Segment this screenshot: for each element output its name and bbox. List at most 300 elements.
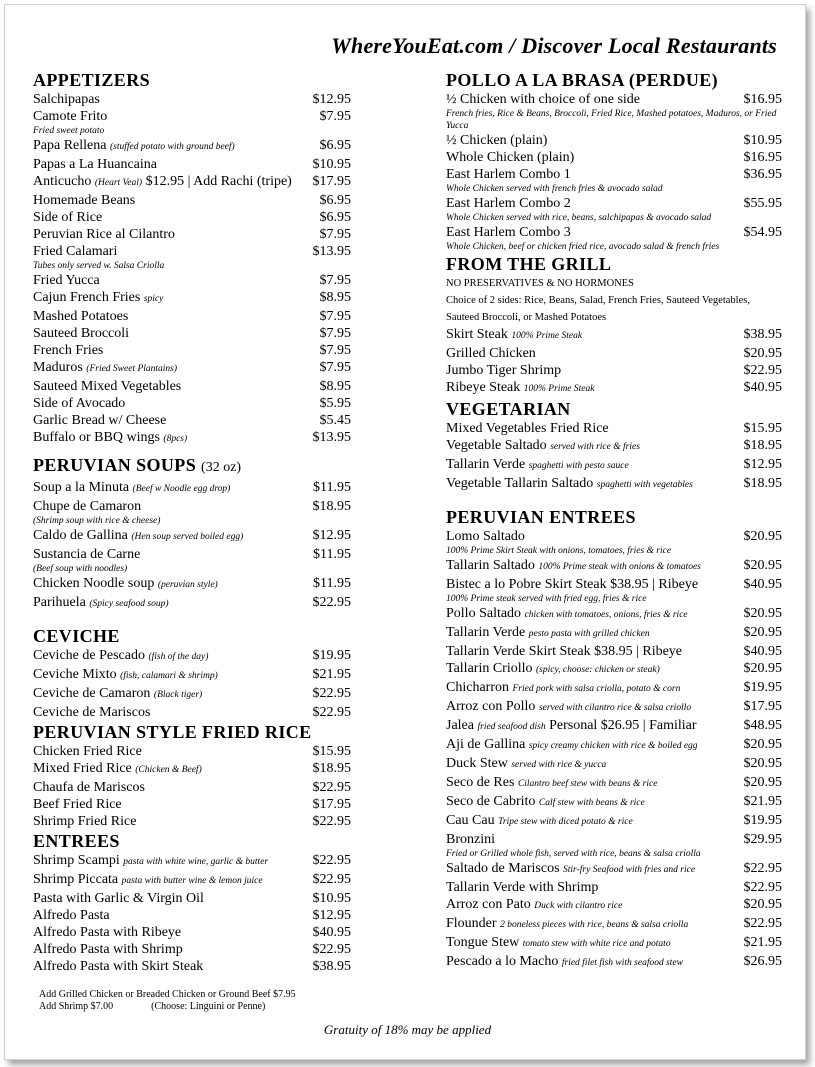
menu-item-price: $12.95 — [312, 92, 351, 107]
menu-item-price: $20.95 — [743, 661, 782, 676]
menu-item-price: $10.95 — [743, 133, 782, 148]
menu-item-name: Cau Cau — [446, 813, 495, 828]
menu-item-price: $5.95 — [319, 396, 351, 411]
menu-item-name: Sustancia de Carne — [33, 547, 141, 562]
menu-item-name: ½ Chicken (plain) — [446, 133, 548, 148]
menu-item-price: $7.95 — [319, 326, 351, 341]
item-list — [33, 852, 351, 975]
menu-item-price: $40.95 — [743, 380, 782, 395]
menu-item-options: Skirt Steak $38.95 | Ribeye — [528, 644, 683, 659]
menu-item-row — [33, 546, 351, 563]
menu-item-name-group — [33, 575, 218, 594]
menu-item-description: fried seafood dish — [477, 722, 546, 732]
menu-item-description: (Spicy seafood soup) — [89, 599, 169, 609]
menu-item-row — [446, 643, 782, 660]
menu-item-name-group — [446, 660, 660, 679]
site-brand-header: WhereYouEat.com / Discover Local Restaurants — [331, 33, 777, 58]
menu-item-row — [33, 890, 351, 907]
menu-item-name-group — [33, 243, 117, 260]
menu-item-price: $22.95 — [312, 814, 351, 829]
menu-item-price: $40.95 — [743, 644, 782, 659]
menu-item-description: served with cilantro rice & salsa criollo — [538, 703, 692, 713]
menu-item-name: Soup a la Minuta — [33, 480, 130, 495]
menu-item-name-group — [446, 166, 571, 183]
menu-item-description: chicken with tomatoes, onions, fries & rice — [524, 610, 688, 620]
menu-item-name: Bronzini — [446, 832, 495, 847]
menu-item-name-group — [33, 498, 141, 515]
menu-item-name: Flounder — [446, 916, 497, 931]
menu-item-price: $22.95 — [312, 686, 351, 701]
menu-item-row — [33, 243, 351, 260]
menu-item-price: $7.95 — [319, 227, 351, 242]
menu-item-price: $38.95 — [312, 959, 351, 974]
menu-item-name: Pasta with Garlic & Virgin Oil — [33, 891, 204, 906]
menu-item-subtext: French fries, Rice & Beans, Broccoli, Fried Rice, Mashed potatoes, Maduros, or Fried Yucca — [446, 109, 777, 131]
menu-item-row — [33, 575, 351, 594]
menu-item-price: $20.95 — [743, 558, 782, 573]
menu-item-description: (peruvian style) — [157, 580, 218, 590]
menu-item-row — [33, 594, 351, 613]
menu-item-name: East Harlem Combo 3 — [446, 225, 571, 240]
menu-item-name-group — [446, 624, 650, 643]
menu-item-name-group — [446, 934, 671, 953]
menu-item-row — [33, 108, 351, 125]
menu-item-name: Parihuela — [33, 595, 86, 610]
menu-item-row — [33, 342, 351, 359]
menu-item-description: pasta with white wine, garlic & butter — [123, 857, 269, 867]
menu-item-price: $7.95 — [319, 309, 351, 324]
menu-item-name-group — [33, 359, 177, 378]
menu-item-price: $19.95 — [743, 680, 782, 695]
menu-item-name-group — [446, 717, 697, 736]
menu-item-name: Tallarin Saltado — [446, 558, 535, 573]
menu-item-name: Bistec a lo Pobre — [446, 577, 542, 592]
menu-item-name-group — [33, 395, 125, 412]
menu-item-row — [33, 871, 351, 890]
menu-item-price: $22.95 — [743, 363, 782, 378]
menu-item-name-group — [33, 272, 100, 289]
menu-item-row — [33, 272, 351, 289]
section-from-the-grill — [446, 253, 782, 398]
item-list — [446, 91, 782, 253]
menu-item-name-group — [33, 594, 169, 613]
menu-item-description: pesto pasta with grilled chicken — [528, 629, 650, 639]
menu-item-row — [33, 308, 351, 325]
menu-item-price: $13.95 — [312, 244, 351, 259]
menu-item-description: (fish of the day) — [148, 652, 209, 662]
menu-item-name: Side of Rice — [33, 210, 103, 225]
menu-item-price: $17.95 — [312, 174, 351, 189]
add-shrimp-note: Add Shrimp $7.00 — [39, 1001, 114, 1012]
menu-item-row — [33, 91, 351, 108]
menu-item-price: $18.95 — [312, 761, 351, 776]
menu-item-name-group — [33, 479, 230, 498]
menu-item-row — [33, 395, 351, 412]
menu-item-name: Whole Chicken (plain) — [446, 150, 575, 165]
menu-item-price: $21.95 — [312, 667, 351, 682]
menu-item-name-group — [446, 576, 698, 593]
menu-item-name-group — [446, 896, 622, 915]
menu-item-price: $16.95 — [743, 92, 782, 107]
menu-item-row — [446, 149, 782, 166]
menu-item-name: Alfredo Pasta with Shrimp — [33, 942, 183, 957]
menu-item-price: $7.95 — [319, 343, 351, 358]
menu-item-name-group — [33, 412, 166, 429]
menu-item-description: spicy creamy chicken with rice & boiled egg — [528, 741, 698, 751]
menu-item-description: (Chicken & Beef) — [135, 765, 202, 775]
menu-item-name: Pescado a lo Macho — [446, 954, 559, 969]
menu-item-name: Seco de Cabrito — [446, 794, 536, 809]
menu-item-price: $19.95 — [312, 648, 351, 663]
menu-item-row — [446, 774, 782, 793]
menu-item-description: 100% Prime Steak — [523, 384, 595, 394]
add-ons-line: Add Grilled Chicken or Breaded Chicken or Ground Beef $7.95 — [39, 989, 296, 1000]
menu-item-row — [446, 831, 782, 848]
menu-item-description: (Hen soup served boiled egg) — [131, 532, 244, 542]
menu-item-row — [33, 289, 351, 308]
menu-item-name: Vegetable Tallarin Saltado — [446, 476, 594, 491]
menu-item-description: spaghetti with vegetables — [596, 480, 693, 490]
menu-item-price: $19.95 — [743, 813, 782, 828]
item-list — [446, 420, 782, 494]
menu-item-row — [446, 717, 782, 736]
section-title: CEVICHE — [33, 626, 120, 646]
menu-item-price: $40.95 — [743, 577, 782, 592]
menu-item-name-group — [33, 378, 181, 395]
menu-item-price: $40.95 — [312, 925, 351, 940]
menu-item-row — [446, 812, 782, 831]
menu-item-name: Salchipapas — [33, 92, 100, 107]
menu-item-name-group — [446, 224, 571, 241]
menu-item-row — [446, 896, 782, 915]
menu-item-row — [33, 156, 351, 173]
menu-item-name: Fried Calamari — [33, 244, 118, 259]
menu-item-price: $20.95 — [743, 775, 782, 790]
menu-right-column — [446, 69, 782, 972]
menu-item-name: Tallarin Verde — [446, 457, 526, 472]
menu-item-name-group — [33, 907, 110, 924]
section-title: FROM THE GRILL — [446, 254, 612, 274]
item-list — [33, 479, 351, 613]
section-appetizers — [33, 69, 351, 448]
menu-item-name-group — [446, 557, 701, 576]
section-note: Choice of 2 sides: Rice, Beans, Salad, French Fries, Sauteed Vegetables, Sauteed Broccoli, or Mashed Potatoes — [446, 295, 750, 323]
menu-item-price: $22.95 — [743, 916, 782, 931]
menu-item-name-group — [33, 666, 218, 685]
menu-item-name: Mashed Potatoes — [33, 309, 129, 324]
menu-item-name: Chicken Fried Rice — [33, 744, 142, 759]
menu-item-name-group — [33, 137, 235, 156]
menu-item-name: Side of Avocado — [33, 396, 126, 411]
menu-item-price: $21.95 — [743, 935, 782, 950]
menu-item-row — [33, 527, 351, 546]
menu-item-name-group — [446, 475, 693, 494]
menu-item-row — [446, 934, 782, 953]
menu-item-price: $17.95 — [312, 797, 351, 812]
menu-item-options: Personal $26.95 | Familiar — [549, 718, 697, 733]
menu-item-name: Tallarin Verde with Shrimp — [446, 880, 599, 895]
menu-item-options: Skirt Steak $38.95 | Ribeye — [544, 577, 699, 592]
menu-item-name-group — [446, 643, 682, 660]
menu-item-subtext: (Shrimp soup with rice & cheese) — [33, 516, 161, 526]
menu-item-name: Tallarin Criollo — [446, 661, 533, 676]
menu-item-name: Shrimp Piccata — [33, 872, 119, 887]
menu-item-name: Vegetable Saltado — [446, 438, 547, 453]
item-list — [446, 326, 782, 398]
menu-item-row — [33, 907, 351, 924]
menu-item-name-group — [446, 132, 547, 149]
section-title-text: PERUVIAN SOUPS — [33, 455, 197, 475]
menu-item-name-group — [33, 852, 268, 871]
section-title: VEGETARIAN — [446, 399, 571, 419]
menu-item-row — [446, 698, 782, 717]
menu-item-name: Mixed Vegetables Fried Rice — [446, 421, 609, 436]
menu-item-options: $12.95 | Add Rachi (tripe) — [145, 174, 292, 189]
section-title: POLLO A LA BRASA (PERDUE) — [446, 70, 719, 90]
menu-item-name: Alfredo Pasta — [33, 908, 110, 923]
menu-item-description: 2 boneless pieces with rice, beans & salsa criolla — [500, 920, 689, 930]
section-peruvian-entrees — [446, 506, 782, 972]
menu-item-name: Tallarin Verde — [446, 625, 526, 640]
menu-item-description: 100% Prime steak with onions & tomatoes — [538, 562, 701, 572]
menu-item-name: Anticucho — [33, 174, 92, 189]
menu-item-description: spaghetti with pesto sauce — [528, 461, 629, 471]
gratuity-note: Gratuity of 18% may be applied — [323, 1022, 492, 1037]
menu-item-subtext: 100% Prime steak served with fried egg, fries & rice — [446, 594, 647, 604]
menu-item-name: Beef Fried Rice — [33, 797, 122, 812]
section-note: NO PRESERVATIVES & NO HORMONES — [446, 278, 634, 289]
menu-item-description: (Fried Sweet Plantains) — [86, 364, 178, 374]
menu-item-name: Mixed Fried Rice — [33, 761, 132, 776]
menu-item-price: $11.95 — [313, 547, 351, 562]
menu-item-price: $21.95 — [743, 794, 782, 809]
menu-item-description: Tripe stew with diced potato & rice — [498, 817, 633, 827]
menu-item-price: $6.95 — [319, 193, 351, 208]
menu-item-price: $22.95 — [743, 861, 782, 876]
section-size-note: (32 oz) — [201, 460, 242, 475]
menu-item-name-group — [446, 195, 571, 212]
menu-item-description: (spicy, choose: chicken or steak) — [536, 665, 660, 675]
menu-item-price: $18.95 — [743, 476, 782, 491]
menu-item-name: ½ Chicken with choice of one side — [446, 92, 641, 107]
menu-item-row — [33, 209, 351, 226]
menu-item-name-group — [446, 793, 645, 812]
menu-item-row — [446, 437, 782, 456]
menu-item-price: $22.95 — [312, 780, 351, 795]
menu-item-name-group — [446, 362, 561, 379]
menu-item-name: Sauteed Broccoli — [33, 326, 130, 341]
menu-item-description: tomato stew with white rice and potato — [522, 939, 671, 949]
menu-item-row — [446, 605, 782, 624]
menu-item-name: Duck Stew — [446, 756, 508, 771]
menu-item-row — [33, 941, 351, 958]
menu-item-price: $8.95 — [319, 290, 351, 305]
menu-item-price: $22.95 — [312, 595, 351, 610]
menu-item-row — [33, 192, 351, 209]
menu-item-name: Shrimp Fried Rice — [33, 814, 137, 829]
item-list — [446, 528, 782, 972]
menu-item-price: $55.95 — [743, 196, 782, 211]
menu-item-name: Buffalo or BBQ wings — [33, 430, 160, 445]
menu-item-price: $26.95 — [743, 954, 782, 969]
menu-item-name-group — [33, 760, 202, 779]
item-list — [33, 743, 351, 830]
menu-item-price: $20.95 — [743, 529, 782, 544]
menu-item-name-group — [33, 108, 107, 125]
menu-item-name-group — [33, 685, 202, 704]
menu-item-price: $22.95 — [312, 853, 351, 868]
menu-item-price: $12.95 — [312, 908, 351, 923]
section-vegetarian — [446, 398, 782, 494]
menu-item-name: Skirt Steak — [446, 327, 508, 342]
menu-item-subtext: Tubes only served w. Salsa Criolla — [33, 261, 165, 271]
menu-item-price: $7.95 — [319, 273, 351, 288]
menu-item-subtext: Fried sweet potato — [33, 126, 105, 136]
menu-item-name-group — [33, 704, 150, 721]
menu-item-name: Fried Yucca — [33, 273, 100, 288]
menu-item-subtext: (Beef soup with noodles) — [33, 564, 128, 574]
menu-item-name: Papa Rellena — [33, 138, 107, 153]
menu-item-name: Chicken Noodle soup — [33, 576, 155, 591]
menu-item-row — [33, 813, 351, 830]
menu-item-name: Lomo Saltado — [446, 529, 525, 544]
menu-item-price: $12.95 — [312, 528, 351, 543]
menu-item-row — [446, 879, 782, 896]
menu-item-subtext: Whole Chicken served with french fries & avocado salad — [446, 184, 663, 194]
section-fried-rice — [33, 721, 351, 830]
menu-item-name-group — [446, 528, 525, 545]
menu-page — [4, 4, 806, 1060]
menu-item-row — [33, 359, 351, 378]
menu-item-row — [33, 685, 351, 704]
menu-item-price: $15.95 — [743, 421, 782, 436]
menu-item-name-group — [446, 605, 688, 624]
menu-item-name: East Harlem Combo 1 — [446, 167, 571, 182]
menu-item-row — [446, 132, 782, 149]
menu-item-price: $6.95 — [319, 138, 351, 153]
menu-item-row — [446, 624, 782, 643]
menu-item-name-group — [33, 156, 157, 173]
menu-item-name-group — [33, 958, 203, 975]
pasta-choice-note: (Choose: Linguini or Penne) — [151, 1001, 266, 1012]
menu-item-row — [446, 679, 782, 698]
section-pollo-a-la-brasa — [446, 69, 782, 253]
menu-item-description: Cilantro beef stew with beans & rice — [517, 779, 658, 789]
menu-item-row — [33, 498, 351, 515]
menu-item-price: $38.95 — [743, 327, 782, 342]
menu-item-subtext: 100% Prime Skirt Steak with onions, tomatoes, fries & rice — [446, 546, 672, 556]
section-title: PERUVIAN STYLE FRIED RICE — [33, 722, 312, 742]
menu-item-price: $22.95 — [743, 880, 782, 895]
menu-item-name-group — [446, 698, 691, 717]
menu-item-row — [446, 915, 782, 934]
menu-item-price: $16.95 — [743, 150, 782, 165]
menu-item-name: Tallarin Verde — [446, 644, 526, 659]
menu-item-name-group — [33, 527, 243, 546]
menu-item-name-group — [446, 879, 598, 896]
menu-item-name: Seco de Res — [446, 775, 515, 790]
menu-item-name: Sauteed Mixed Vegetables — [33, 379, 182, 394]
menu-item-name-group — [33, 325, 129, 342]
menu-item-name: Ceviche de Camaron — [33, 686, 151, 701]
menu-item-name-group — [33, 289, 163, 308]
menu-item-row — [446, 420, 782, 437]
menu-item-row — [33, 958, 351, 975]
section-peruvian-soups — [33, 454, 351, 613]
menu-item-name-group — [33, 342, 103, 359]
menu-item-name: Alfredo Pasta with Skirt Steak — [33, 959, 204, 974]
menu-item-row — [446, 362, 782, 379]
menu-item-row — [446, 793, 782, 812]
item-list — [33, 91, 351, 448]
menu-item-name: Maduros — [33, 360, 83, 375]
menu-item-name-group — [33, 890, 204, 907]
menu-item-price: $54.95 — [743, 225, 782, 240]
menu-item-name-group — [446, 91, 640, 108]
menu-item-description: served with rice & fries — [550, 442, 640, 452]
menu-item-price: $13.95 — [312, 430, 351, 445]
menu-item-row — [33, 743, 351, 760]
menu-item-description: (Heart Veal) — [94, 178, 143, 188]
menu-item-name-group — [33, 779, 145, 796]
menu-item-name-group — [446, 736, 698, 755]
menu-item-name-group — [446, 379, 594, 398]
menu-item-row — [33, 137, 351, 156]
menu-item-description: (Black tiger) — [153, 690, 203, 700]
menu-item-row — [446, 736, 782, 755]
menu-item-name-group — [446, 456, 629, 475]
menu-item-price: $20.95 — [743, 346, 782, 361]
menu-item-row — [33, 760, 351, 779]
menu-item-name: Arroz con Pato — [446, 897, 531, 912]
menu-item-name-group — [33, 546, 140, 563]
menu-item-name-group — [446, 953, 683, 972]
section-entrees — [33, 830, 351, 975]
menu-item-row — [33, 173, 351, 192]
menu-item-price: $10.95 — [312, 157, 351, 172]
menu-item-row — [33, 796, 351, 813]
menu-item-row — [446, 224, 782, 241]
add-ons-line — [39, 1001, 296, 1013]
menu-item-price: $36.95 — [743, 167, 782, 182]
menu-item-row — [446, 345, 782, 362]
menu-item-row — [33, 325, 351, 342]
menu-item-description: served with rice & yucca — [511, 760, 607, 770]
menu-item-name-group — [446, 812, 633, 831]
menu-item-name-group — [33, 743, 142, 760]
menu-item-name: Jumbo Tiger Shrimp — [446, 363, 562, 378]
menu-item-row — [446, 195, 782, 212]
menu-item-row — [446, 475, 782, 494]
menu-item-row — [33, 924, 351, 941]
menu-item-price: $5.45 — [319, 413, 351, 428]
menu-item-row — [33, 852, 351, 871]
menu-item-name: Ceviche Mixto — [33, 667, 117, 682]
menu-item-name-group — [446, 774, 657, 793]
menu-item-price: $7.95 — [319, 109, 351, 124]
menu-item-name: Chupe de Camaron — [33, 499, 142, 514]
menu-item-description: Stir-fry Seafood with fries and rice — [563, 865, 696, 875]
add-ons-note — [39, 989, 296, 1013]
menu-item-price: $18.95 — [743, 438, 782, 453]
menu-item-name: Ceviche de Pescado — [33, 648, 145, 663]
menu-item-description: spicy — [143, 294, 164, 304]
menu-item-price: $11.95 — [313, 576, 351, 591]
menu-item-row — [33, 647, 351, 666]
menu-item-name-group — [33, 192, 135, 209]
menu-item-price: $11.95 — [313, 480, 351, 495]
menu-item-name: Chaufa de Mariscos — [33, 780, 145, 795]
